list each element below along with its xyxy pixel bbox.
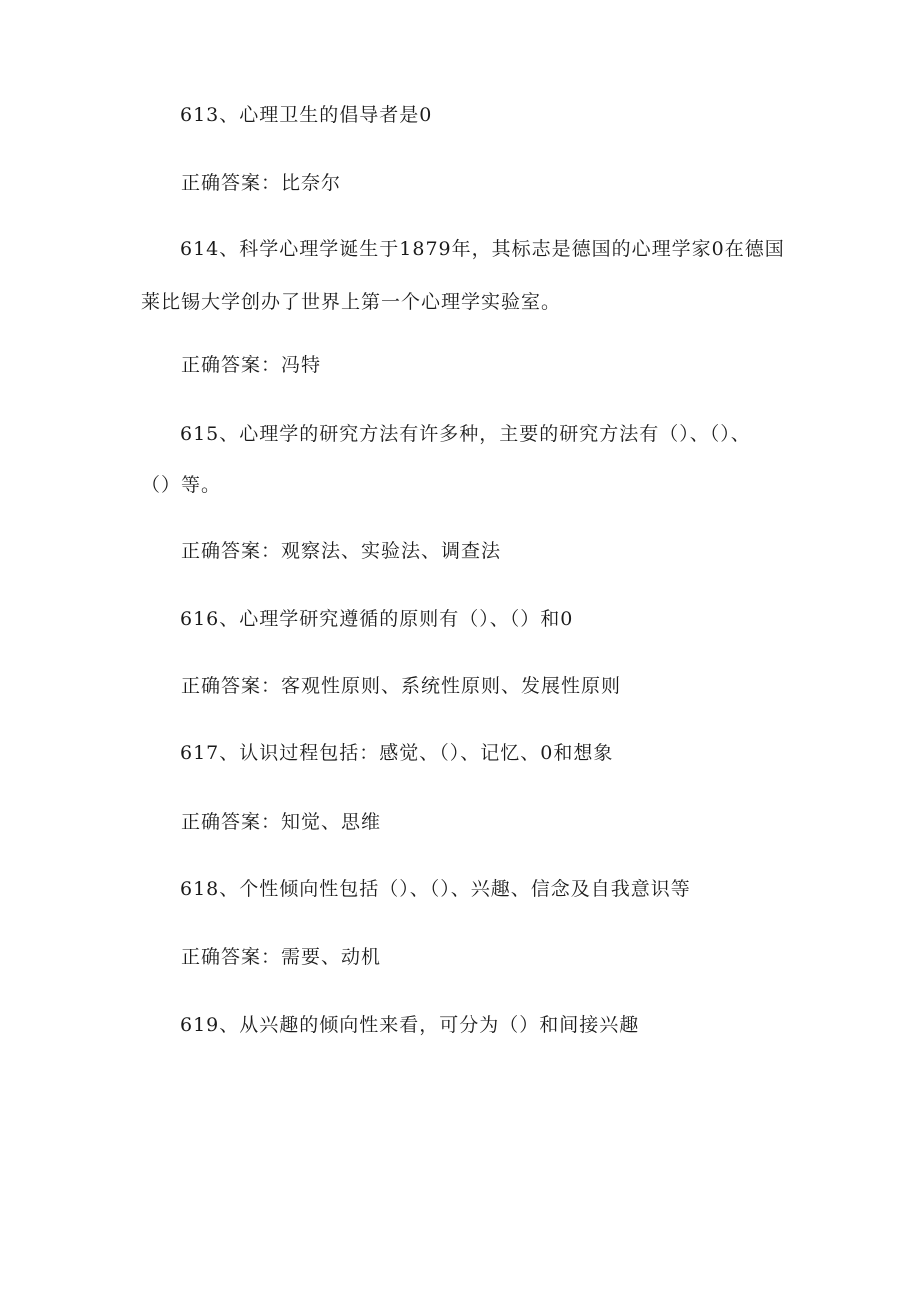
question-616: 616、心理学研究遵循的原则有（）、（）和0 xyxy=(180,608,574,630)
question-614-line-1: 614、科学心理学诞生于1879年，其标志是德国的心理学家0在德国 xyxy=(180,238,785,260)
question-615-line-2: （）等。 xyxy=(141,474,222,496)
question-614-line-2: 莱比锡大学创办了世界上第一个心理学实验室。 xyxy=(141,291,562,313)
question-618: 618、个性倾向性包括（）、（）、兴趣、信念及自我意识等 xyxy=(180,878,691,900)
answer-615: 正确答案：观察法、实验法、调查法 xyxy=(181,540,502,562)
question-619: 619、从兴趣的倾向性来看，可分为（）和间接兴趣 xyxy=(180,1014,640,1036)
answer-616: 正确答案：客观性原则、系统性原则、发展性原则 xyxy=(181,675,622,697)
answer-613: 正确答案：比奈尔 xyxy=(181,172,342,194)
answer-614: 正确答案：冯特 xyxy=(181,354,322,376)
question-613: 613、心理卫生的倡导者是0 xyxy=(180,104,433,126)
question-617: 617、认识过程包括：感觉、（）、记忆、0和想象 xyxy=(180,742,614,764)
question-615-line-1: 615、心理学的研究方法有许多种，主要的研究方法有（）、（）、 xyxy=(180,423,751,445)
answer-618: 正确答案：需要、动机 xyxy=(181,946,382,968)
answer-617: 正确答案：知觉、思维 xyxy=(181,811,382,833)
